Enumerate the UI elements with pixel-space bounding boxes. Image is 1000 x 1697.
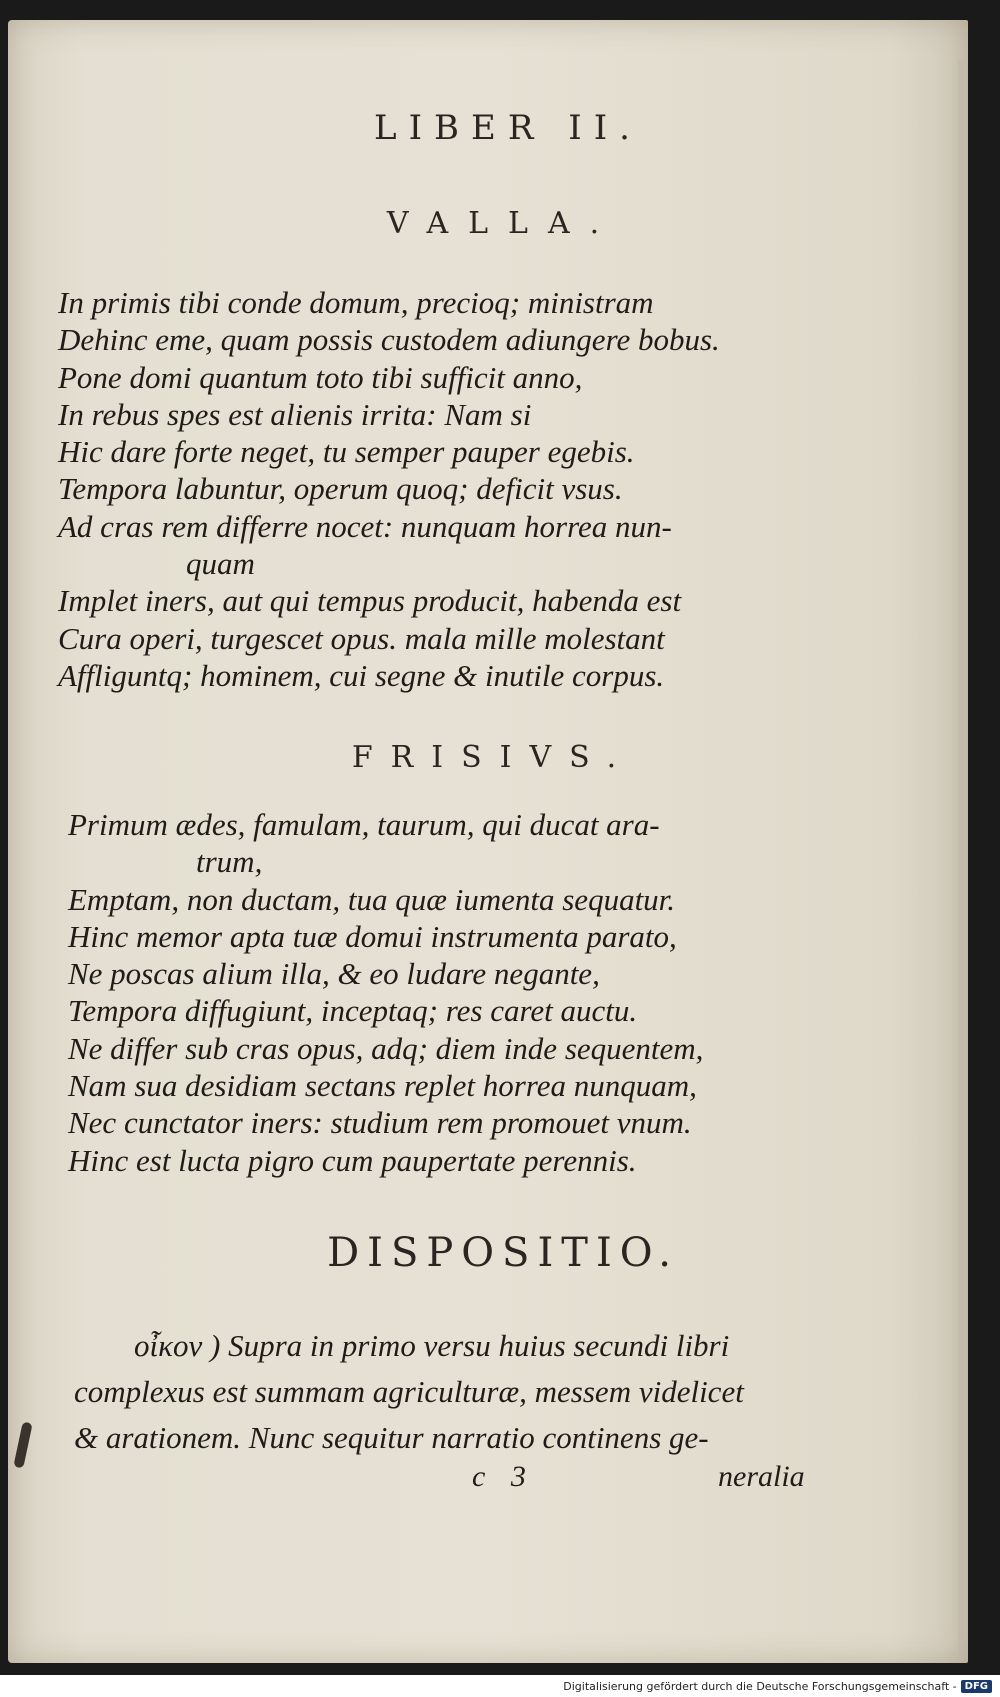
footer-credit: Digitalisierung gefördert durch die Deutsche Forschungsgemeinschaft - [563,1679,957,1693]
verse-line: Dehinc eme, quam possis custodem adiungere bobus. [58,322,720,358]
verse-line: Cura operi, turgescet opus. mala mille molestant [58,620,665,656]
verse-line: Implet iners, aut qui tempus producit, habenda est [58,583,682,619]
verse-line: Nam sua desidiam sectans replet horrea nunquam, [68,1068,697,1104]
ink-mark [13,1421,32,1468]
verse-line: Ne differ sub cras opus, adq; diem inde sequentem, [68,1030,704,1066]
heading-dispositio: DISPOSITIO. [327,1230,679,1276]
verse-line: Ad cras rem differre nocet: nunquam horrea nun- [58,508,672,544]
verse-line: Emptam, non ductam, tua quæ iumenta sequatur. [68,881,676,917]
verse-line: Hinc est lucta pigro cum paupertate perennis. [68,1142,637,1178]
verse-line: Affliguntq; hominem, cui segne & inutile corpus. [58,657,665,693]
verse-line: Ne poscas alium illa, & eo ludare negante, [68,956,600,992]
signature-mark: c 3 [472,1460,526,1493]
verse-line: Tempora labuntur, operum quoq; deficit vsus. [58,471,623,507]
page-edge [958,60,964,1660]
prose-line: οἶκον ) Supra in primo versu huius secundi libri [134,1328,730,1363]
heading-valla: VALLA. [386,206,620,241]
verse-line: Tempora diffugiunt, inceptaq; res caret auctu. [68,993,638,1029]
verse-line: Pone domi quantum toto tibi sufficit anno, [58,359,583,395]
verse-line: Primum ædes, famulam, taurum, qui ducat ara- [68,807,660,842]
dfg-logo-icon: DFG [961,1680,992,1693]
prose-dispositio [74,1323,834,1461]
verse-line-continuation: trum, [196,844,263,880]
verse-line: Hic dare forte neget, tu semper pauper egebis. [58,434,635,470]
verse-line: In primis tibi conde domum, precioq; ministram [58,285,654,320]
catchword: neralia [718,1460,805,1493]
prose-line: complexus est summam agriculturæ, messem videlicet [74,1374,744,1409]
verse-valla [58,284,818,694]
verse-line: In rebus spes est alienis irrita: Nam si [58,396,532,432]
verse-line: Nec cunctator iners: studium rem promouet vnum. [68,1105,692,1141]
prose-line: & arationem. Nunc sequitur narratio continens ge- [74,1420,709,1455]
footer-bar [0,1675,1000,1697]
heading-frisius: FRISIVS. [351,740,635,775]
verse-frisius [68,806,828,1179]
running-head: LIBER II. [374,108,642,148]
verse-line: Hinc memor apta tuæ domui instrumenta parato, [68,918,677,954]
verse-line-continuation: quam [186,546,255,582]
book-page [8,20,968,1663]
